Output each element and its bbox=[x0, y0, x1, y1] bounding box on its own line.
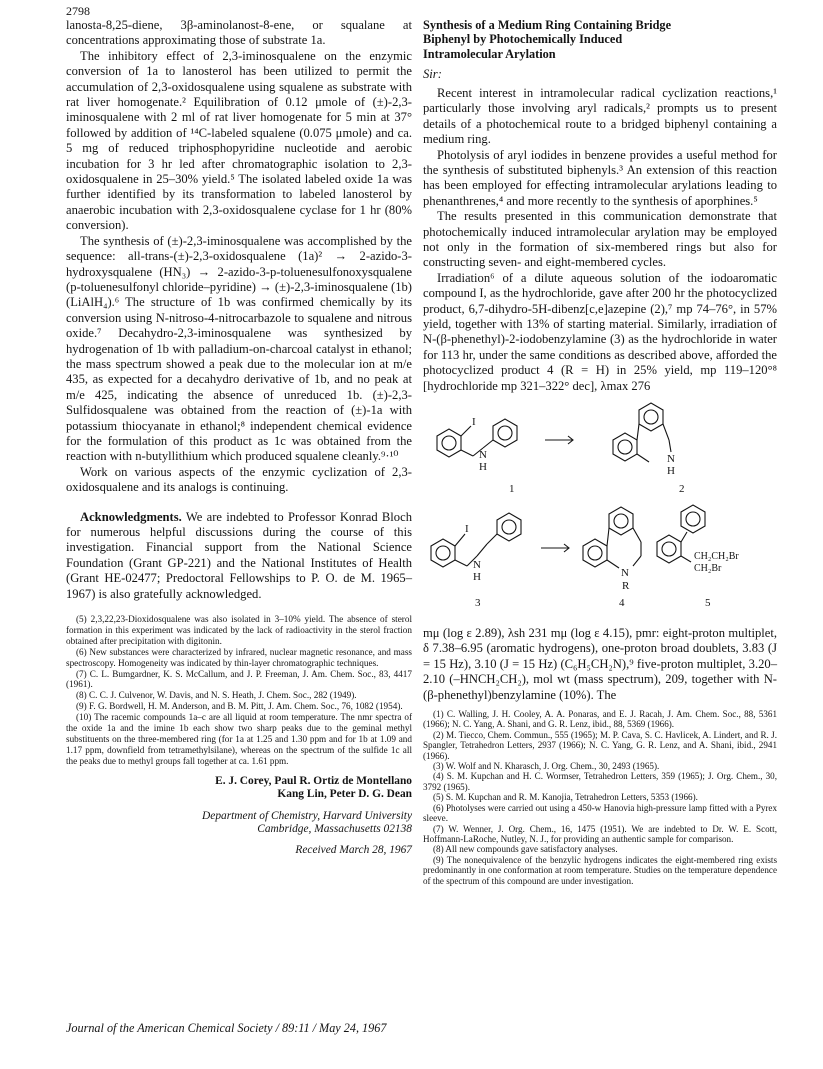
compound-number-2: 2 bbox=[679, 483, 685, 496]
affiliation-line-2: Cambridge, Massachusetts 02138 bbox=[257, 822, 412, 835]
compound-2-structure bbox=[613, 403, 671, 462]
footnote-10: (10) The racemic compounds 1a–c are all liquid at room temperature. The nmr spectra of the oxide 1a and the imine 1b each show two sharp peaks due to the geminal methyl substituents on the three-membered ring (for 1a at 1.25 and 1.30 ppm and for 1b at 1.09 and 1.17 ppm, downfield from tetramethylsilane), whereas on the spectrum of the sulfide 1c all the peaks due to methyl groups fall together at ca. 1.61 ppm. bbox=[66, 712, 412, 766]
compound-1-h-label: H bbox=[479, 461, 487, 474]
compound-2-h-label: H bbox=[667, 465, 675, 478]
left-column bbox=[66, 18, 412, 858]
compound-1-structure bbox=[437, 419, 517, 457]
compound-number-5: 5 bbox=[705, 597, 711, 610]
right-paragraph-3: The results presented in this communication demonstrate that photochemically induced intramolecular arylation may be employed not only in the formation of six-membered rings but also for constructing seven- and eight-membered cycles. bbox=[423, 209, 777, 270]
compound-1-iodine-label: I bbox=[472, 416, 476, 429]
structure-diagram bbox=[423, 396, 777, 624]
right-paragraph-2: Photolysis of aryl iodides in benzene provides a useful method for the synthesis of substituted biphenyls.³ An extension of this reaction has been employed for effecting intramolecular arylations leading to phenanthrenes,⁴ and more recently to the synthesis of aporphines.⁵ bbox=[423, 147, 777, 208]
title-line-3: Intramolecular Arylation bbox=[423, 46, 556, 61]
left-paragraph-4: Work on various aspects of the enzymic cyclization of 2,3-oxidosqualene and its analogs is continuing. bbox=[66, 464, 412, 495]
compound-3-n-label: N bbox=[473, 559, 481, 572]
compound-4-structure bbox=[583, 507, 641, 568]
footnote-5: (5) 2,3,22,23-Dioxidosqualene was also isolated in 3–10% yield. The absence of sterol formation in this experiment was indicated by the lack of radioactivity in the sterol fraction obtained after precipitation with digitonin. bbox=[66, 614, 412, 646]
right-paragraph-4: Irradiation⁶ of a dilute aqueous solution of the iodoaromatic compound I, as the hydrochloride, gave after 200 hr the photocyclized product, 6,7-dihydro-5H-dibenz[c,e]azepine (2),⁷ mp 74–76°, in 57% yield, together with 13% of starting material. Similarly, irradiation of N-(β-phenethyl)-2-iodobenzylamine (3) as the hydrochloride in water for 113 hr, under the same conditions as described above, afforded the photocyclized product 4 (R = H) in 25% yield, mp 119–120°⁸ [hydrochloride mp 321–322° dec], λmax 276 bbox=[423, 270, 777, 393]
footnote-6: (6) New substances were characterized by infrared, nuclear magnetic resonance, and mass spectroscopy. Homogeneity was indicated by thin-layer chromatographic techniques. bbox=[66, 646, 412, 668]
affiliation-line-1: Department of Chemistry, Harvard University bbox=[202, 809, 412, 822]
reaction-schemes bbox=[423, 396, 777, 624]
reference-7: (7) W. Wenner, J. Org. Chem., 16, 1475 (1951). We are indebted to Dr. W. E. Scott, Hoffmann-LaRoche, Nutley, N. J., for providing an authentic sample for comparison. bbox=[423, 823, 777, 844]
compound-5-label-ch2br: CH₂Br bbox=[694, 563, 722, 575]
journal-footer: Journal of the American Chemical Society / 89:11 / May 24, 1967 bbox=[66, 1021, 387, 1035]
compound-2-n-label: N bbox=[667, 453, 675, 466]
left-paragraph-2: The inhibitory effect of 2,3-iminosqualene on the enzymic conversion of 1a to lanosterol has been utilized to permit the accumulation of 2,3-oxidosqualene using squalene as substrate with rat liver homogenate.² Equilibration of 0.12 μmole of (±)-2,3-iminosqualene with 2 ml of rat liver homogenate for 5 min at 37° followed by addition of ¹⁴C-labeled squalene (0.075 μmole) and ca. 5 mg of reduced triphosphopyridine nucleotide and aerobic incubation for 3 hr led after chromatographic isolation to 2,3-oxidosqualene in 25–30% yield.⁵ The isolated labeled oxide 1a was further identified by its transformation to labeled lanosterol by anaerobic incubation with 2,3-oxidosqualene cyclase for 1 hr (80% conversion). bbox=[66, 48, 412, 233]
compound-4-r-label: R bbox=[622, 580, 630, 593]
reference-3: (3) W. Wolf and N. Kharasch, J. Org. Chem., 30, 2493 (1965). bbox=[433, 761, 660, 772]
compound-number-4: 4 bbox=[619, 597, 625, 610]
compound-3-iodine-label: I bbox=[465, 523, 469, 536]
left-footnotes bbox=[66, 614, 412, 767]
salutation: Sir: bbox=[423, 66, 442, 81]
title-line-2: Biphenyl by Photochemically Induced bbox=[423, 32, 623, 47]
authors-line-2: Kang Lin, Peter D. G. Dean bbox=[277, 788, 412, 801]
right-column bbox=[423, 18, 777, 886]
left-paragraph-1: lanosta-8,25-diene, 3β-aminolanost-8-ene, or squalane at concentrations approximating those of substrate 1a. bbox=[66, 18, 412, 48]
right-paragraph-5: mμ (log ε 2.89), λsh 231 mμ (log ε 4.15), pmr: eight-proton multiplet, δ 7.38–6.95 (aromatic hydrogens), one-proton broad doublets, 3.83 (J = 15 Hz), 3.10 (J = 15 Hz) (C₆H₅CH₂N),⁹ five-proton multiplet, 3.20–2.10 (–HNCH₂CH₂), mol wt (mass spectrum), 209, together with N-(β-phenethyl)benzylamine (10%). The bbox=[423, 626, 777, 702]
compound-1-n-label: N bbox=[479, 449, 487, 462]
reference-9: (9) The nonequivalence of the benzylic hydrogens indicates the eight-membered ring exists predominantly in one conformation at room temperature. Studies on the temperature dependence of the spectrum of this compound are under investigation. bbox=[423, 854, 777, 886]
affiliation bbox=[66, 810, 412, 837]
acknowledgments-text: We are indebted to Professor Konrad Bloch for numerous helpful discussions during the course of this investigation. Financial support from the National Science Foundation (Grant GP-221) and the National Institutes of Health (Grant HE-02477; Predoctoral Fellowships to P. O. de M. 1965–1967) is also gratefully acknowledged. bbox=[66, 509, 412, 601]
compound-5-label-ch2ch2br: CH₂CH₂Br bbox=[694, 551, 739, 563]
footnote-7: (7) C. L. Bumgardner, K. S. McCallum, and J. P. Freeman, J. Am. Chem. Soc., 83, 4417 (1961). bbox=[66, 668, 412, 690]
compound-number-3: 3 bbox=[475, 597, 481, 610]
compound-3-h-label: H bbox=[473, 571, 481, 584]
article-title bbox=[423, 18, 777, 61]
reference-4: (4) S. M. Kupchan and H. C. Wormser, Tetrahedron Letters, 359 (1965); J. Org. Chem., 30, 3792 (1965). bbox=[423, 771, 777, 792]
acknowledgments bbox=[66, 510, 412, 602]
title-line-1: Synthesis of a Medium Ring Containing Bridge bbox=[423, 18, 672, 32]
reference-5: (5) S. M. Kupchan and R. M. Kanojia, Tetrahedron Letters, 5353 (1966). bbox=[433, 792, 698, 803]
footnote-8: (8) C. C. J. Culvenor, W. Davis, and N. S. Heath, J. Chem. Soc., 282 (1949). bbox=[76, 690, 357, 701]
compound-4-n-label: N bbox=[621, 567, 629, 580]
right-references bbox=[423, 709, 777, 886]
reference-6: (6) Photolyses were carried out using a 450-w Hanovia high-pressure lamp fitted with a Pyrex sleeve. bbox=[423, 802, 777, 824]
compound-number-1: 1 bbox=[509, 483, 515, 496]
author-block bbox=[66, 775, 412, 802]
reference-2: (2) M. Tiecco, Chem. Commun., 555 (1965); M. P. Cava, S. C. Havlicek, A. Lindert, and R. J. Spangler, Tetrahedron Letters, 2937 (1966); N. C. Yang, G. R. Lenz, and A. Shani, ibid., 2941 (1966). bbox=[423, 729, 777, 761]
left-paragraph-3: The synthesis of (±)-2,3-iminosqualene was accomplished by the sequence: all-trans-(±)-2,3-oxidosqualene (1a)² → 2-azido-3-hydroxysqualene (HN₃) → 2-azido-3-p-toluenesulfonoxysqualene (p-toluenesulfonyl chloride–pyridine) → (±)-2,3-iminosqualene (1b) (LiAlH₄).⁶ The structure of 1b was confirmed chemically by its conversion using N-nitroso-4-nitrocarbazole to squalene and nitrous oxide.⁷ Decahydro-2,3-iminosqualene was synthesized by hydrogenation of 1b with palladium-on-charcoal catalyst in ethanol; the mass spectrum showed a peak due to the molecular ion at m/e 435, as expected for a decahydro derivative of 1b, and no peak at m/e 425, indicating the absence of unreduced 1b. (±)-2,3-Sulfidosqualene was obtained from the reaction of (±)-1a with potassium thiocyanate in ethanol;⁸ independent chemical evidence for the formulation of this product as 1c was obtained from the reaction with n-butyllithium which produced squalene cleanly.⁹·¹⁰ bbox=[66, 233, 412, 464]
authors-line-1: E. J. Corey, Paul R. Ortiz de Montellano bbox=[215, 774, 412, 787]
page-number: 2798 bbox=[66, 4, 90, 18]
reference-1: (1) C. Walling, J. H. Cooley, A. A. Ponaras, and E. J. Racah, J. Am. Chem. Soc., 88, 5361 (1966); N. C. Yang, A. Shani, and G. R. Lenz, ibid., 88, 5369 (1966). bbox=[423, 709, 777, 730]
received-date: Received March 28, 1967 bbox=[295, 844, 412, 857]
footnote-9: (9) F. G. Bordwell, H. M. Anderson, and B. M. Pitt, J. Am. Chem. Soc., 76, 1082 (1954). bbox=[76, 701, 403, 712]
right-paragraph-1: Recent interest in intramolecular radical cyclization reactions,¹ particularly those involving aryl radicals,² prompts us to present details of a photochemical route to a bridged biphenyl containing a medium ring. bbox=[423, 85, 777, 147]
reference-8: (8) All new compounds gave satisfactory analyses. bbox=[433, 844, 618, 855]
acknowledgments-label: Acknowledgments. bbox=[80, 509, 182, 524]
